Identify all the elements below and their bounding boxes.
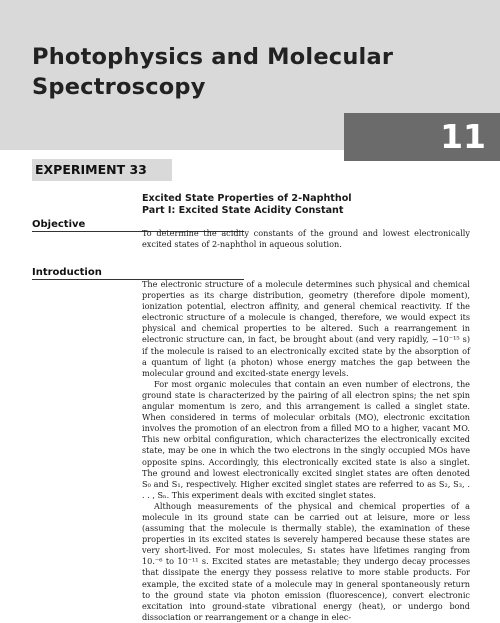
experiment-label: EXPERIMENT 33: [35, 162, 147, 177]
chapter-number: 11: [440, 117, 486, 156]
introduction-paragraph: Although measurements of the physical and chemical properties of a molecule in its ground state can be carried out at leisure, more or less (assuming that the molecule is thermally stable), the examination of these properties in its excited states is severely hampered because these states are very short-lived. For most molecules, S₁ states have lifetimes ranging from 10.⁻⁶ to 10⁻¹¹ s. Excited states are metastable; they undergo decay processes that dissipate the energy they possess relative to more stable products. For example, the excited state of a molecule may in general spontaneously return to the ground state via photon emission (fluorescence), convert electronic excitation into ground-state vibrational energy (heat), or undergo bond dissociation or rearrangement or a change in elec-: [142, 500, 470, 622]
experiment-title: [142, 193, 352, 217]
experiment-label-bar: [32, 159, 172, 181]
chapter-title: [32, 42, 452, 102]
experiment-title-line-1: Excited State Properties of 2-Naphthol: [142, 193, 352, 204]
experiment-title-line-2: Part I: Excited State Acidity Constant: [142, 205, 344, 216]
objective-text: To determine the acidity constants of the ground and lowest electronically excited states of 2-naphthol in aqueous solution.: [142, 228, 470, 250]
objective-text-block: [142, 228, 470, 250]
introduction-paragraph: For most organic molecules that contain an even number of electrons, the ground state is characterized by the pairing of all electron spins; the net spin angular momentum is zero, and this arrangement is called a singlet state. When considered in terms of molecular orbitals (MO), electronic excitation involves the promotion of an electron from a filled MO to a higher, vacant MO. This new orbital configuration, which characterizes the electronically excited state, may be one in which the two electrons in the singly occupied MOs have opposite spins. Accordingly, this electronically excited state is also a singlet. The ground and lowest electronically excited singlet states are often denoted S₀ and S₁, respectively. Higher excited singlet states are referred to as S₂, S₃, . . . , Sₙ. This experiment deals with excited singlet states.: [142, 378, 470, 500]
introduction-text-block: [142, 279, 470, 623]
chapter-number-box: [344, 113, 500, 161]
introduction-heading: Introduction: [32, 267, 102, 278]
introduction-paragraph: The electronic structure of a molecule determines such physical and chemical properties as its charge distribution, geometry (therefore dipole moment), ionization potential, electron affinity, and general chemical reactivity. If the electronic structure of a molecule is changed, therefore, we would expect its physical and chemical properties to be altered. Such a rearrangement in electronic structure can, in fact, be brought about (and very rapidly, ~10⁻¹⁵ s) if the molecule is raised to an electronically excited state by the absorption of a quantum of light (a photon) whose energy matches the gap between the molecular ground and excited-state energy levels.: [142, 279, 470, 378]
objective-heading: Objective: [32, 219, 86, 230]
chapter-title-line-2: Spectroscopy: [32, 74, 206, 100]
chapter-title-line-1: Photophysics and Molecular: [32, 44, 394, 70]
